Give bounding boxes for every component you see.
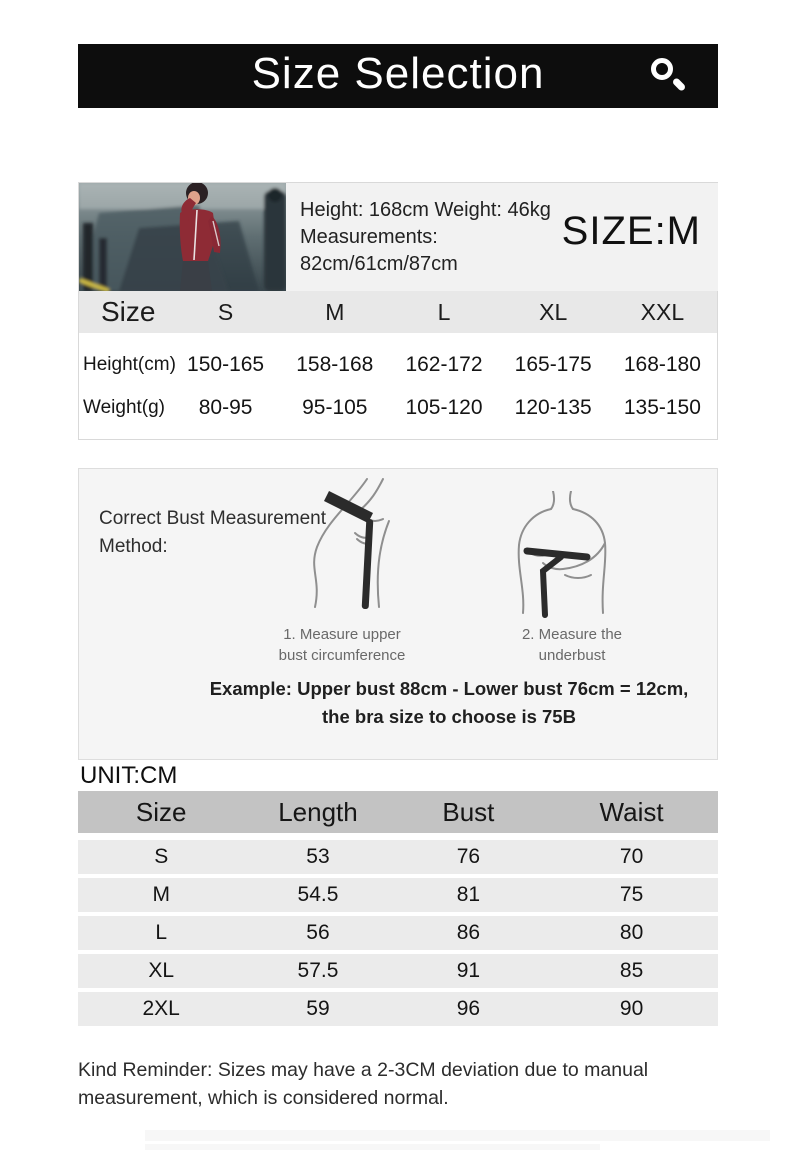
height-xl: 165-175 bbox=[514, 352, 592, 376]
cell-size: M bbox=[152, 883, 170, 906]
model-measurements-value: 82cm/61cm/87cm bbox=[300, 253, 458, 275]
size-table-corner-label: Size bbox=[101, 296, 156, 327]
table-row-height bbox=[79, 343, 717, 386]
weight-xxl: 135-150 bbox=[623, 395, 701, 419]
cell-size: 2XL bbox=[142, 997, 180, 1020]
model-size-card bbox=[78, 182, 718, 440]
height-m: 158-168 bbox=[296, 352, 374, 376]
footer-strip bbox=[145, 1130, 770, 1141]
header-waist: Waist bbox=[599, 796, 664, 827]
cell-length: 54.5 bbox=[297, 883, 339, 906]
bust-measure-figure-2 bbox=[487, 491, 637, 629]
row-label: Weight(g) bbox=[83, 396, 166, 418]
cell-waist: 75 bbox=[619, 883, 644, 906]
footer-strip bbox=[145, 1144, 600, 1150]
header-bust: Bust bbox=[442, 796, 495, 827]
table-row-l bbox=[78, 916, 718, 950]
height-l: 162-172 bbox=[405, 352, 483, 376]
size-col-s: S bbox=[217, 298, 234, 325]
banner bbox=[78, 44, 718, 108]
cell-length: 59 bbox=[306, 997, 330, 1020]
figure-2-caption bbox=[477, 624, 667, 666]
kind-reminder-text: Kind Reminder: Sizes may have a 2-3CM deviation due to manual measurement, which is considered normal. bbox=[78, 1059, 649, 1109]
size-col-xxl: XXL bbox=[640, 298, 685, 325]
bust-title-line2: Method: bbox=[99, 536, 168, 557]
height-s: 150-165 bbox=[187, 352, 265, 376]
bust-measure-figure-1 bbox=[271, 475, 441, 625]
figure-1-caption bbox=[247, 624, 437, 666]
cell-length: 56 bbox=[306, 921, 330, 944]
cell-bust: 91 bbox=[456, 959, 481, 982]
table-row-xl bbox=[78, 954, 718, 988]
page-title: Size Selection bbox=[251, 49, 545, 98]
cell-size: L bbox=[155, 921, 168, 944]
size-table-body bbox=[79, 333, 717, 429]
cell-bust: 81 bbox=[456, 883, 481, 906]
bust-measurement-card bbox=[78, 468, 718, 760]
height-xxl: 168-180 bbox=[623, 352, 701, 376]
table-row-2xl bbox=[78, 992, 718, 1026]
cell-length: 57.5 bbox=[297, 959, 339, 982]
example-line1: Example: Upper bust 88cm - Lower bust 76cm = 12cm, bbox=[209, 678, 689, 699]
caption2-line1: 2. Measure the bbox=[521, 626, 623, 643]
cell-waist: 90 bbox=[619, 997, 644, 1020]
bust-title-line1: Correct Bust Measurement bbox=[99, 508, 327, 529]
weight-m: 95-105 bbox=[302, 395, 368, 419]
cell-bust: 76 bbox=[456, 845, 481, 868]
caption1-line1: 1. Measure upper bbox=[283, 626, 401, 643]
cell-size: XL bbox=[148, 959, 175, 982]
bust-example-text bbox=[179, 675, 719, 731]
weight-l: 105-120 bbox=[405, 395, 483, 419]
cell-waist: 85 bbox=[619, 959, 644, 982]
size-table-header bbox=[79, 291, 717, 333]
magnifier-icon[interactable] bbox=[648, 56, 688, 96]
size-col-xl: XL bbox=[539, 298, 568, 325]
weight-xl: 120-135 bbox=[514, 395, 592, 419]
cell-waist: 80 bbox=[619, 921, 644, 944]
measurement-table bbox=[78, 791, 718, 1030]
model-measurements-label: Measurements: bbox=[300, 226, 438, 248]
model-size-badge: SIZE:M bbox=[561, 209, 701, 253]
magnifier-glass bbox=[651, 58, 673, 80]
example-line2: the bra size to choose is 75B bbox=[322, 706, 576, 727]
size-col-l: L bbox=[437, 298, 451, 325]
table-row-s bbox=[78, 840, 718, 874]
caption2-line2: underbust bbox=[538, 647, 606, 664]
cell-length: 53 bbox=[306, 845, 330, 868]
table-row-m bbox=[78, 878, 718, 912]
model-photo-illustration bbox=[79, 183, 286, 291]
cell-bust: 96 bbox=[456, 997, 481, 1020]
table-row-weight bbox=[79, 386, 717, 429]
header-size: Size bbox=[135, 796, 187, 827]
cell-size: S bbox=[154, 845, 169, 868]
cell-bust: 86 bbox=[456, 921, 481, 944]
weight-s: 80-95 bbox=[198, 395, 253, 419]
measurement-table-header bbox=[78, 791, 718, 833]
cell-waist: 70 bbox=[619, 845, 644, 868]
unit-label: UNIT:CM bbox=[80, 762, 178, 789]
model-photo bbox=[79, 183, 286, 291]
caption1-line2: bust circumference bbox=[278, 647, 406, 664]
row-label: Height(cm) bbox=[83, 353, 176, 375]
size-col-m: M bbox=[325, 298, 345, 325]
magnifier-handle bbox=[672, 77, 687, 92]
header-length: Length bbox=[278, 796, 358, 827]
model-height-weight: Height: 168cm Weight: 46kg bbox=[300, 199, 551, 221]
